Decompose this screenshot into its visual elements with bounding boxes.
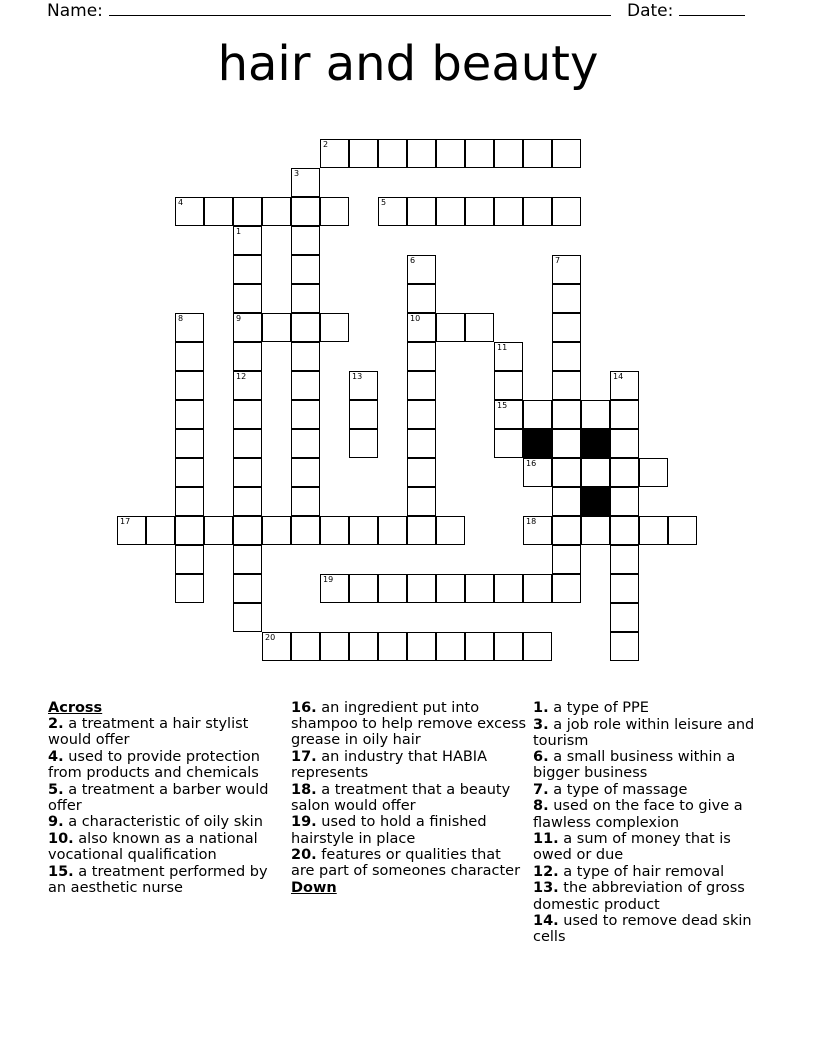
grid-cell[interactable] [465, 574, 494, 603]
grid-cell[interactable] [436, 516, 465, 545]
clue-num: 20. [291, 847, 317, 864]
grid-cell[interactable] [494, 574, 523, 603]
clue-number: 13 [352, 372, 363, 381]
clue-num: 15. [48, 863, 74, 880]
clue-number: 16 [526, 459, 537, 468]
clue-number: 4 [178, 198, 184, 207]
clue-text: a treatment a barber would offer [48, 781, 269, 814]
black-cell [581, 429, 610, 458]
grid-cell[interactable] [291, 197, 320, 226]
clue-text: a treatment performed by an aesthetic nurse [48, 863, 268, 896]
clue-number: 5 [381, 198, 387, 207]
grid-cell[interactable] [378, 197, 407, 226]
clue-number: 20 [265, 633, 276, 642]
grid-cell[interactable] [552, 487, 581, 516]
grid-cell[interactable] [320, 632, 349, 661]
clue-number: 7 [555, 256, 561, 265]
grid-cell[interactable] [523, 632, 552, 661]
grid-cell[interactable] [291, 226, 320, 255]
clue-num: 4. [48, 748, 64, 765]
grid-cell[interactable] [320, 313, 349, 342]
grid-cell[interactable] [407, 516, 436, 545]
grid-cell[interactable] [291, 371, 320, 400]
clue-text: an ingredient put into shampoo to help remove excess grease in oily hair [291, 700, 527, 749]
clue-text: used on the face to give a flawless complexion [533, 798, 743, 831]
clue-item [533, 880, 773, 912]
grid-cell[interactable] [494, 197, 523, 226]
clue-number: 9 [236, 314, 242, 323]
grid-cell[interactable] [349, 574, 378, 603]
clue-num: 7. [533, 781, 549, 798]
grid-cell[interactable] [378, 632, 407, 661]
grid-cell[interactable] [407, 197, 436, 226]
grid-cell[interactable] [175, 313, 204, 342]
clue-number: 18 [526, 517, 537, 526]
grid-cell[interactable] [523, 574, 552, 603]
grid-cell[interactable] [523, 400, 552, 429]
grid-cell[interactable] [407, 313, 436, 342]
clue-item [48, 782, 280, 814]
grid-cell[interactable] [581, 516, 610, 545]
grid-cell[interactable] [407, 400, 436, 429]
grid-cell[interactable] [262, 632, 291, 661]
grid-cell[interactable] [233, 342, 262, 371]
clue-item [291, 700, 527, 749]
grid-cell[interactable] [494, 400, 523, 429]
clue-item [48, 716, 280, 748]
grid-cell[interactable] [407, 255, 436, 284]
clue-item [48, 831, 280, 863]
grid-cell[interactable] [378, 574, 407, 603]
black-cell [523, 429, 552, 458]
grid-cell[interactable] [610, 603, 639, 632]
grid-cell[interactable] [233, 226, 262, 255]
grid-cell[interactable] [407, 342, 436, 371]
grid-cell[interactable] [233, 603, 262, 632]
grid-cell[interactable] [494, 371, 523, 400]
clue-number: 19 [323, 575, 334, 584]
clue-number: 2 [323, 140, 329, 149]
name-label: Name: [47, 1, 103, 21]
clue-section-heading: Down [291, 879, 337, 896]
grid-cell[interactable] [552, 284, 581, 313]
grid-cell[interactable] [378, 139, 407, 168]
grid-cell[interactable] [581, 400, 610, 429]
grid-cell[interactable] [494, 429, 523, 458]
grid-cell[interactable] [610, 487, 639, 516]
grid-cell[interactable] [494, 632, 523, 661]
grid-cell[interactable] [610, 429, 639, 458]
clue-num: 16. [291, 700, 317, 716]
grid-cell[interactable] [233, 313, 262, 342]
clue-item [533, 717, 773, 749]
grid-cell[interactable] [291, 284, 320, 313]
clue-number: 8 [178, 314, 184, 323]
grid-cell[interactable] [291, 429, 320, 458]
clue-item [533, 864, 773, 880]
clue-num: 2. [48, 716, 64, 733]
clue-num: 3. [533, 716, 549, 733]
grid-cell[interactable] [610, 458, 639, 487]
clue-number: 14 [613, 372, 624, 381]
grid-cell[interactable] [407, 139, 436, 168]
clue-text: used to hold a finished hairstyle in place [291, 814, 487, 847]
grid-cell[interactable] [175, 342, 204, 371]
grid-cell[interactable] [320, 197, 349, 226]
grid-cell[interactable] [436, 139, 465, 168]
grid-cell[interactable] [233, 545, 262, 574]
grid-cell[interactable] [291, 632, 320, 661]
clue-column-2 [291, 700, 527, 896]
grid-cell[interactable] [465, 313, 494, 342]
grid-cell[interactable] [407, 429, 436, 458]
grid-cell[interactable] [494, 342, 523, 371]
clue-number: 10 [410, 314, 421, 323]
grid-cell[interactable] [233, 284, 262, 313]
clue-text: a job role within leisure and tourism [533, 716, 755, 749]
grid-cell[interactable] [349, 371, 378, 400]
page-title: hair and beauty [217, 36, 599, 92]
clue-num: 11. [533, 831, 559, 848]
grid-cell[interactable] [552, 574, 581, 603]
clue-num: 10. [48, 830, 74, 847]
grid-cell[interactable] [291, 255, 320, 284]
grid-cell[interactable] [407, 487, 436, 516]
grid-cell[interactable] [204, 197, 233, 226]
grid-cell[interactable] [349, 400, 378, 429]
grid-cell[interactable] [233, 429, 262, 458]
clue-num: 14. [533, 913, 559, 930]
clue-number: 6 [410, 256, 416, 265]
grid-cell[interactable] [407, 458, 436, 487]
grid-cell[interactable] [349, 139, 378, 168]
clue-number: 11 [497, 343, 508, 352]
clue-text: a treatment that a beauty salon would offer [291, 781, 511, 814]
grid-cell[interactable] [465, 197, 494, 226]
grid-cell[interactable] [233, 487, 262, 516]
clue-text: a characteristic of oily skin [63, 814, 263, 831]
clue-num: 12. [533, 863, 559, 880]
grid-cell[interactable] [610, 400, 639, 429]
grid-cell[interactable] [639, 458, 668, 487]
clue-item [48, 814, 280, 830]
date-label: Date: [627, 1, 674, 21]
grid-cell[interactable] [552, 342, 581, 371]
grid-cell[interactable] [349, 516, 378, 545]
grid-cell[interactable] [204, 516, 233, 545]
clue-text: a type of PPE [548, 700, 649, 716]
grid-cell[interactable] [494, 139, 523, 168]
clue-number: 17 [120, 517, 131, 526]
grid-cell[interactable] [291, 313, 320, 342]
clue-text: used to remove dead skin cells [533, 913, 752, 946]
grid-cell[interactable] [552, 371, 581, 400]
clue-num: 6. [533, 749, 549, 766]
grid-cell[interactable] [610, 545, 639, 574]
grid-cell[interactable] [175, 545, 204, 574]
grid-cell[interactable] [233, 458, 262, 487]
clue-text: a type of massage [548, 781, 688, 798]
clue-item [533, 700, 773, 716]
grid-cell[interactable] [465, 139, 494, 168]
clue-column-3 [533, 700, 773, 946]
grid-cell[interactable] [523, 516, 552, 545]
clue-text: features or qualities that are part of someones character [291, 847, 521, 880]
grid-cell[interactable] [407, 574, 436, 603]
grid-cell[interactable] [175, 574, 204, 603]
grid-cell[interactable] [175, 487, 204, 516]
grid-cell[interactable] [233, 371, 262, 400]
grid-cell[interactable] [291, 487, 320, 516]
grid-cell[interactable] [523, 197, 552, 226]
grid-cell[interactable] [552, 197, 581, 226]
clue-number: 1 [236, 227, 242, 236]
black-cell [581, 487, 610, 516]
grid-cell[interactable] [581, 458, 610, 487]
grid-cell[interactable] [610, 574, 639, 603]
grid-cell[interactable] [610, 516, 639, 545]
clue-text: a type of hair removal [558, 863, 725, 880]
grid-cell[interactable] [407, 371, 436, 400]
clue-text: a small business within a bigger business [533, 749, 736, 782]
grid-cell[interactable] [175, 400, 204, 429]
clue-column-1 [48, 700, 280, 896]
grid-cell[interactable] [552, 400, 581, 429]
clue-num: 17. [291, 748, 317, 765]
clue-text: the abbreviation of gross domestic product [533, 880, 745, 913]
grid-cell[interactable] [175, 458, 204, 487]
grid-cell[interactable] [552, 255, 581, 284]
grid-cell[interactable] [262, 313, 291, 342]
clue-text: a treatment a hair stylist would offer [48, 716, 249, 749]
clue-item [291, 814, 527, 846]
grid-cell[interactable] [552, 313, 581, 342]
grid-cell[interactable] [320, 139, 349, 168]
grid-cell[interactable] [436, 197, 465, 226]
grid-cell[interactable] [233, 255, 262, 284]
clue-item [291, 749, 527, 781]
grid-cell[interactable] [291, 400, 320, 429]
clue-text: an industry that HABIA represents [291, 748, 488, 782]
grid-cell[interactable] [233, 197, 262, 226]
clue-item [291, 782, 527, 814]
grid-cell[interactable] [436, 632, 465, 661]
clue-number: 12 [236, 372, 247, 381]
grid-cell[interactable] [146, 516, 175, 545]
grid-cell[interactable] [523, 458, 552, 487]
clue-num: 18. [291, 781, 317, 798]
grid-cell[interactable] [233, 400, 262, 429]
grid-cell[interactable] [291, 342, 320, 371]
grid-cell[interactable] [175, 429, 204, 458]
grid-cell[interactable] [117, 516, 146, 545]
grid-cell[interactable] [291, 458, 320, 487]
grid-cell[interactable] [291, 516, 320, 545]
grid-cell[interactable] [262, 516, 291, 545]
grid-cell[interactable] [378, 516, 407, 545]
grid-cell[interactable] [175, 516, 204, 545]
grid-cell[interactable] [233, 516, 262, 545]
grid-cell[interactable] [610, 371, 639, 400]
clue-num: 19. [291, 814, 317, 831]
clue-item [533, 782, 773, 798]
clue-section-heading: Across [48, 700, 103, 716]
grid-cell[interactable] [465, 632, 494, 661]
grid-cell[interactable] [233, 574, 262, 603]
grid-cell[interactable] [349, 632, 378, 661]
grid-cell[interactable] [262, 197, 291, 226]
grid-cell[interactable] [552, 516, 581, 545]
grid-cell[interactable] [523, 139, 552, 168]
clue-number: 3 [294, 169, 300, 178]
clue-item [48, 864, 280, 896]
grid-cell[interactable] [668, 516, 697, 545]
clue-num: 1. [533, 700, 549, 716]
clue-text: used to provide protection from products and chemicals [48, 748, 260, 782]
grid-cell[interactable] [552, 429, 581, 458]
clue-num: 8. [533, 798, 549, 815]
clue-text: also known as a national vocational qualification [48, 830, 258, 864]
grid-cell[interactable] [552, 458, 581, 487]
grid-cell[interactable] [436, 574, 465, 603]
clue-num: 9. [48, 814, 64, 831]
clue-item [291, 847, 527, 879]
clue-item [533, 749, 773, 781]
grid-cell[interactable] [175, 371, 204, 400]
grid-cell[interactable] [552, 545, 581, 574]
clue-text: a sum of money that is owed or due [533, 831, 731, 864]
grid-cell[interactable] [610, 632, 639, 661]
grid-cell[interactable] [407, 284, 436, 313]
grid-cell[interactable] [436, 313, 465, 342]
grid-cell[interactable] [175, 197, 204, 226]
clue-num: 5. [48, 781, 64, 798]
clue-item [533, 798, 773, 830]
clue-item [533, 831, 773, 863]
grid-cell[interactable] [291, 168, 320, 197]
clue-item [48, 749, 280, 781]
clue-number: 15 [497, 401, 508, 410]
clue-item [533, 913, 773, 945]
clue-num: 13. [533, 880, 559, 897]
grid-cell[interactable] [320, 516, 349, 545]
grid-cell[interactable] [639, 516, 668, 545]
grid-cell[interactable] [407, 632, 436, 661]
grid-cell[interactable] [320, 574, 349, 603]
grid-cell[interactable] [349, 429, 378, 458]
grid-cell[interactable] [552, 139, 581, 168]
